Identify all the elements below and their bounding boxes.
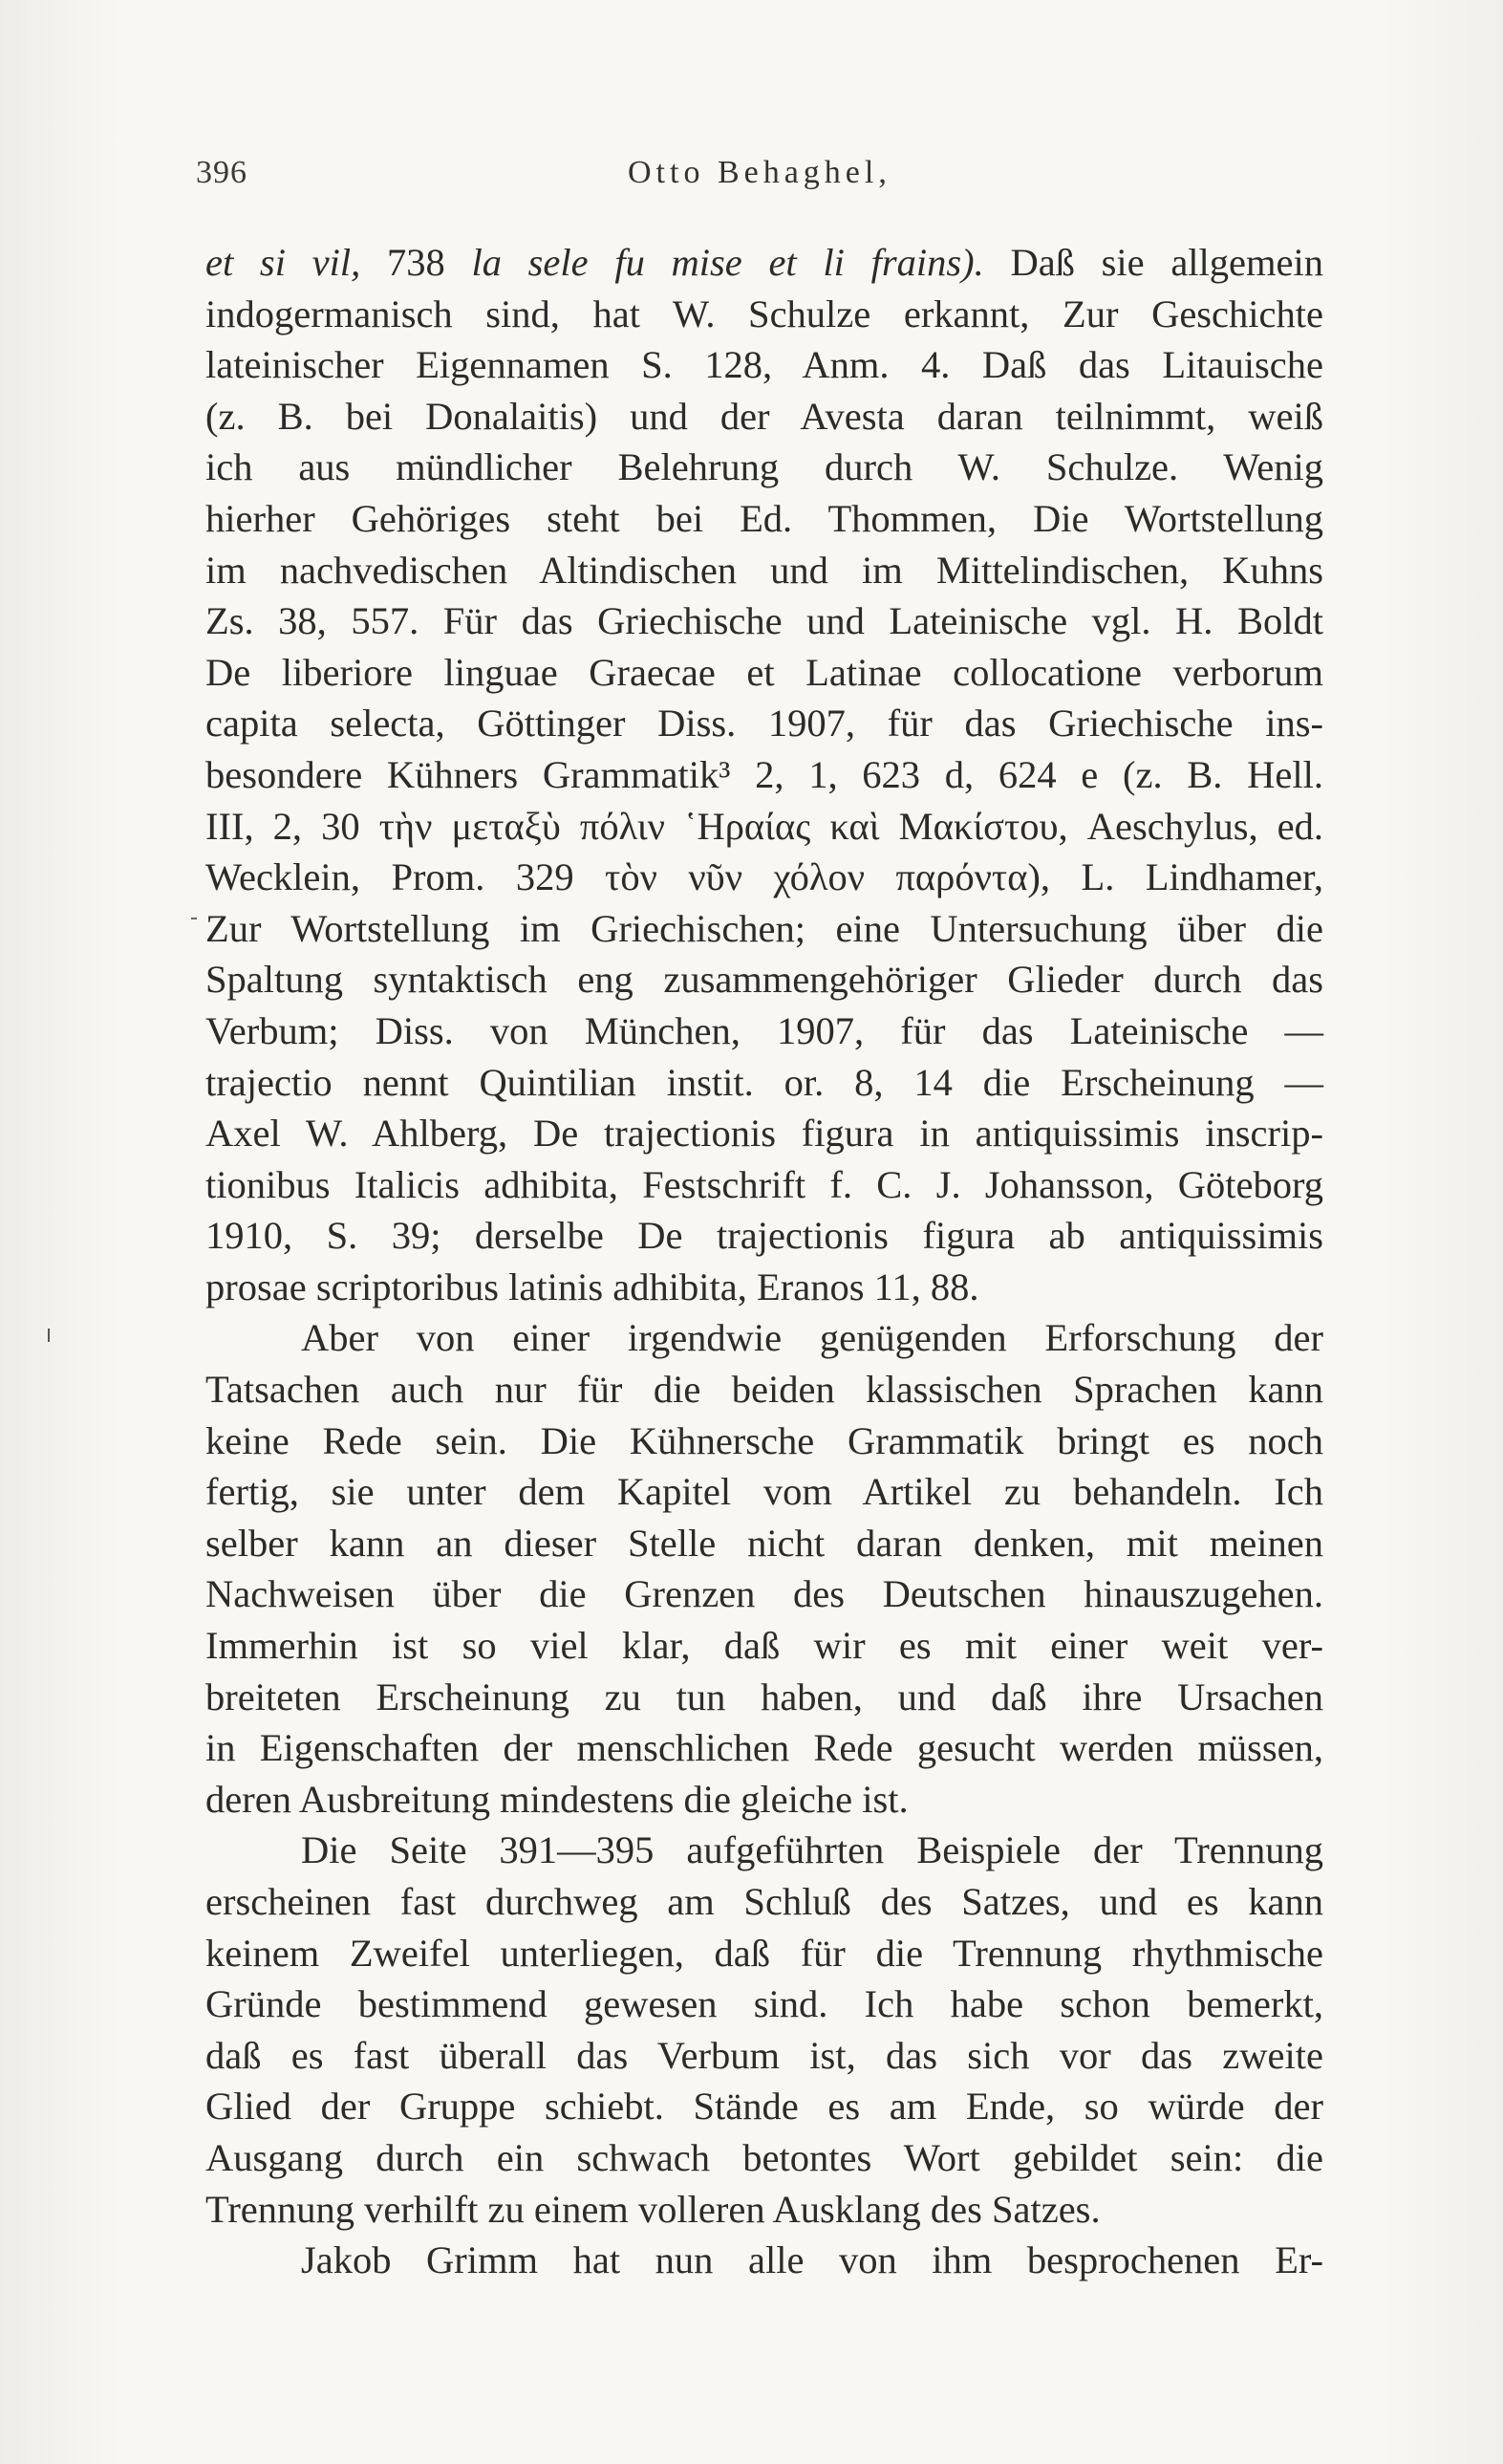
text-line: Gründe bestimmend gewesen sind. Ich habe schon bemerkt, — [205, 1982, 1323, 2026]
text-line: breiteten Erscheinung zu tun haben, und daß ihre Ursachen — [205, 1675, 1323, 1718]
text-line: ich aus mündlicher Belehrung durch W. Schulze. Wenig — [205, 445, 1323, 489]
text-line: Immerhin ist so viel klar, daß wir es mit einer weit ver- — [205, 1624, 1323, 1668]
text-line: tionibus Italicis adhibita, Festschrift f. C. J. Johansson, Göteborg — [205, 1162, 1323, 1206]
italic-citation: et si vil, — [205, 241, 387, 284]
text-line: fertig, sie unter dem Kapitel vom Artikel zu behandeln. Ich — [205, 1470, 1323, 1514]
text-line: keinem Zweifel unterliegen, daß für die Trennung rhythmische — [205, 1931, 1323, 1975]
text-line: prosae scriptoribus latinis adhibita, Eranos 11, 88. — [205, 1264, 979, 1308]
paragraph-start-line: Jakob Grimm hat nun alle von ihm besprochenen Er- — [301, 2238, 1323, 2282]
text-line: (z. B. bei Donalaitis) und der Avesta daran teilnimmt, weiß — [205, 394, 1323, 438]
text-line: Glied der Gruppe schiebt. Stände es am Ende, so würde der — [205, 2085, 1323, 2129]
text-line: selber kann an dieser Stelle nicht daran denken, mit meinen — [205, 1521, 1323, 1565]
text-line: Wecklein, Prom. 329 τὸν νῦν χόλον παρόντα), L. Lindhamer, — [205, 855, 1323, 899]
page-number: 396 — [196, 155, 247, 190]
text-line: Axel W. Ahlberg, De trajectionis figura in antiquissimis inscrip- — [205, 1112, 1323, 1156]
text-line: daß es fast überall das Verbum ist, das sich vor das zweite — [205, 2033, 1323, 2077]
paragraph-start-line: Aber von einer irgendwie genügenden Erforschung der — [301, 1316, 1323, 1360]
text-line: erscheinen fast durchweg am Schluß des Satzes, und es kann — [205, 1880, 1323, 1923]
body-text — [205, 237, 1323, 2286]
text-line: hierher Gehöriges steht bei Ed. Thommen, Die Wortstellung — [205, 496, 1323, 540]
text-line: besondere Kühners Grammatik³ 2, 1, 623 d, 624 e (z. B. Hell. — [205, 752, 1323, 796]
text-line: Trennung verhilft zu einem volleren Ausklang des Satzes. — [205, 2187, 1101, 2231]
text-segment: Daß sie allgemein — [983, 241, 1324, 284]
running-head: Otto Behaghel, — [628, 155, 891, 190]
text-line: 1910, S. 39; derselbe De trajectionis figura ab antiquissimis — [205, 1214, 1323, 1258]
text-line-1 — [205, 237, 1323, 289]
margin-mark — [48, 1329, 50, 1342]
italic-citation: la sele fu mise et li frains). — [471, 241, 984, 284]
text-line: keine Rede sein. Die Kühnersche Grammatik bringt es noch — [205, 1418, 1323, 1462]
text-line: deren Ausbreitung mindestens die gleiche ist. — [205, 1777, 909, 1821]
text-line: Zs. 38, 557. Für das Griechische und Lateinische vgl. H. Boldt — [205, 599, 1323, 643]
text-line: Spaltung syntaktisch eng zusammengehöriger Glieder durch das — [205, 958, 1323, 1002]
text-line: trajectio nennt Quintilian instit. or. 8, 14 die Erscheinung — — [205, 1060, 1323, 1104]
page-header — [196, 155, 1333, 203]
text-line: Ausgang durch ein schwach betontes Wort gebildet sein: die — [205, 2135, 1323, 2179]
text-line: Tatsachen auch nur für die beiden klassischen Sprachen kann — [205, 1368, 1323, 1412]
text-line: im nachvedischen Altindischen und im Mittelindischen, Kuhns — [205, 548, 1323, 592]
text-line: III, 2, 30 τὴν μεταξὺ πόλιν ῾Ηραίας καὶ Μακίστου, Aeschylus, ed. — [205, 804, 1323, 848]
margin-mark — [191, 918, 197, 919]
text-line: in Eigenschaften der menschlichen Rede gesucht werden müssen, — [205, 1726, 1323, 1770]
text-line: Zur Wortstellung im Griechischen; eine Untersuchung über die — [205, 906, 1323, 950]
text-line: capita selecta, Göttinger Diss. 1907, für das Griechische ins- — [205, 702, 1323, 746]
text-line: Nachweisen über die Grenzen des Deutschen hinauszugehen. — [205, 1572, 1323, 1616]
text-line: De liberiore linguae Graecae et Latinae collocatione verborum — [205, 650, 1323, 694]
text-line: indogermanisch sind, hat W. Schulze erkannt, Zur Geschichte — [205, 292, 1323, 335]
text-line: lateinischer Eigennamen S. 128, Anm. 4. Daß das Litauische — [205, 343, 1323, 387]
text-line: Verbum; Diss. von München, 1907, für das Lateinische — — [205, 1008, 1323, 1052]
line-number-ref: 738 — [386, 241, 472, 284]
paragraph-start-line: Die Seite 391—395 aufgeführten Beispiele der Trennung — [301, 1828, 1323, 1872]
